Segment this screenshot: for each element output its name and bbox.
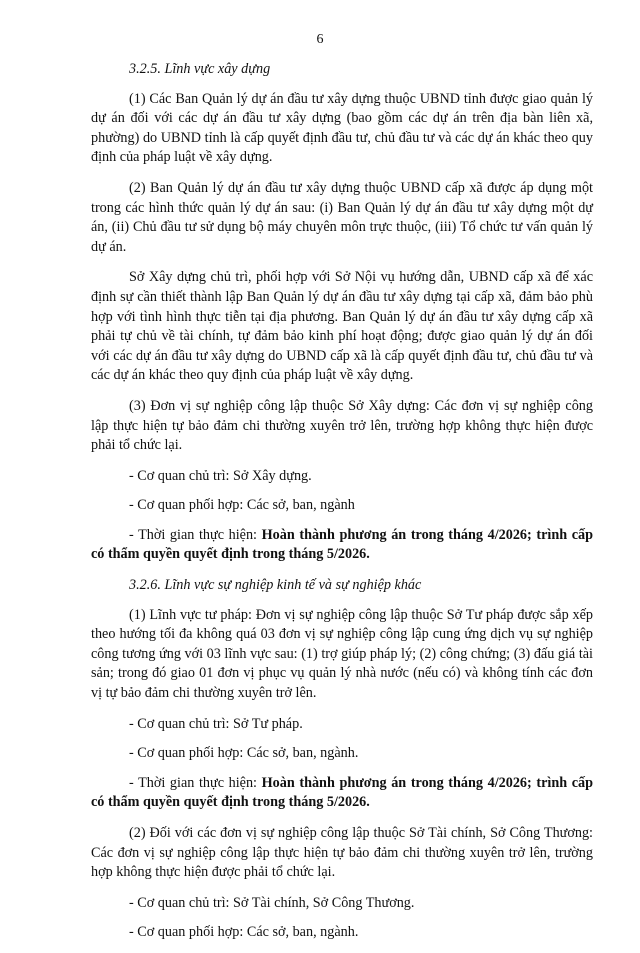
- coordinating-agency: - Cơ quan phối hợp: Các sở, ban, ngành.: [129, 924, 359, 941]
- timeline: [91, 526, 593, 565]
- lead-agency: - Cơ quan chủ trì: Sở Tài chính, Sở Công Thương.: [129, 894, 415, 911]
- timeline-deadline: Hoàn thành phương án trong tháng 4/2026; trình cấp có thẩm quyền quyết định trong tháng 5/2026.: [91, 774, 593, 811]
- document-body: [91, 60, 593, 953]
- coordinating-agency: - Cơ quan phối hợp: Các sở, ban, ngành: [129, 497, 355, 514]
- timeline-label: - Thời gian thực hiện:: [129, 526, 262, 543]
- lead-agency: - Cơ quan chủ trì: Sở Xây dựng.: [129, 467, 312, 484]
- paragraph: (1) Các Ban Quản lý dự án đầu tư xây dựng thuộc UBND tỉnh được giao quản lý dự án đối với các dự án đầu tư xây dựng (bao gồm các dự án trên địa bàn liên xã, phường) do UBND tỉnh là cấp quyết định đầu tư, chủ đầu tư và các dự án khác theo quy định của pháp luật về xây dựng.: [91, 90, 593, 166]
- paragraph: (2) Đối với các đơn vị sự nghiệp công lập thuộc Sở Tài chính, Sở Công Thương: Các đơn vị sự nghiệp công lập thực hiện tự bảo đảm chi thường xuyên trở lên, trường hợp không thực hiện được phải tổ chức lại.: [91, 825, 593, 881]
- paragraph: (2) Ban Quản lý dự án đầu tư xây dựng thuộc UBND cấp xã được áp dụng một trong các hình thức quản lý dự án sau: (i) Ban Quản lý dự án đầu tư xây dựng một dự án, (ii) Chủ đầu tư sử dụng bộ máy chuyên môn trực thuộc, (iii) Tổ chức tư vấn quản lý dự án.: [91, 179, 593, 255]
- section-heading-3-2-5: 3.2.5. Lĩnh vực xây dựng: [129, 61, 271, 77]
- paragraph: Sở Xây dựng chủ trì, phối hợp với Sở Nội vụ hướng dẫn, UBND cấp xã để xác định sự cần thiết thành lập Ban Quản lý dự án đầu tư xây dựng tại cấp xã, đảm bảo phù hợp với tình hình thực tiễn tại địa phương. Ban Quản lý dự án đầu tư xây dựng cấp xã phải tự chủ về tài chính, tự đảm bảo kinh phí hoạt động; được giao quản lý dự án đối với các dự án đầu tư xây dựng do UBND cấp xã là cấp quyết định đầu tư, chủ đầu tư và các dự án khác theo quy định của pháp luật về xây dựng.: [91, 269, 593, 384]
- page-number: 6: [316, 32, 324, 47]
- paragraph: (1) Lĩnh vực tư pháp: Đơn vị sự nghiệp công lập thuộc Sở Tư pháp được sắp xếp theo hướng tối đa không quá 03 đơn vị sự nghiệp công lập cung ứng dịch vụ sự nghiệp công tương ứng với 03 lĩnh vực sau: (1) trợ giúp pháp lý; (2) công chứng; (3) đấu giá tài sản; trong đó giao 01 đơn vị phục vụ quản lý nhà nước (nếu có) và không tính các đơn vị tự bảo đảm chi thường xuyên trở lên.: [91, 606, 593, 702]
- section-heading-3-2-6: 3.2.6. Lĩnh vực sự nghiệp kinh tế và sự nghiệp khác: [129, 577, 422, 594]
- timeline-deadline: Hoàn thành phương án trong tháng 4/2026; trình cấp có thẩm quyền quyết định trong tháng 5/2026.: [91, 526, 593, 563]
- timeline-label: - Thời gian thực hiện:: [129, 774, 262, 791]
- coordinating-agency: - Cơ quan phối hợp: Các sở, ban, ngành.: [129, 745, 359, 762]
- lead-agency: - Cơ quan chủ trì: Sở Tư pháp.: [129, 715, 303, 732]
- timeline: [91, 774, 593, 813]
- paragraph: (3) Đơn vị sự nghiệp công lập thuộc Sở Xây dựng: Các đơn vị sự nghiệp công lập thực hiện tự bảo đảm chi thường xuyên trở lên, trường hợp không thực hiện được phải tổ chức lại.: [91, 397, 593, 454]
